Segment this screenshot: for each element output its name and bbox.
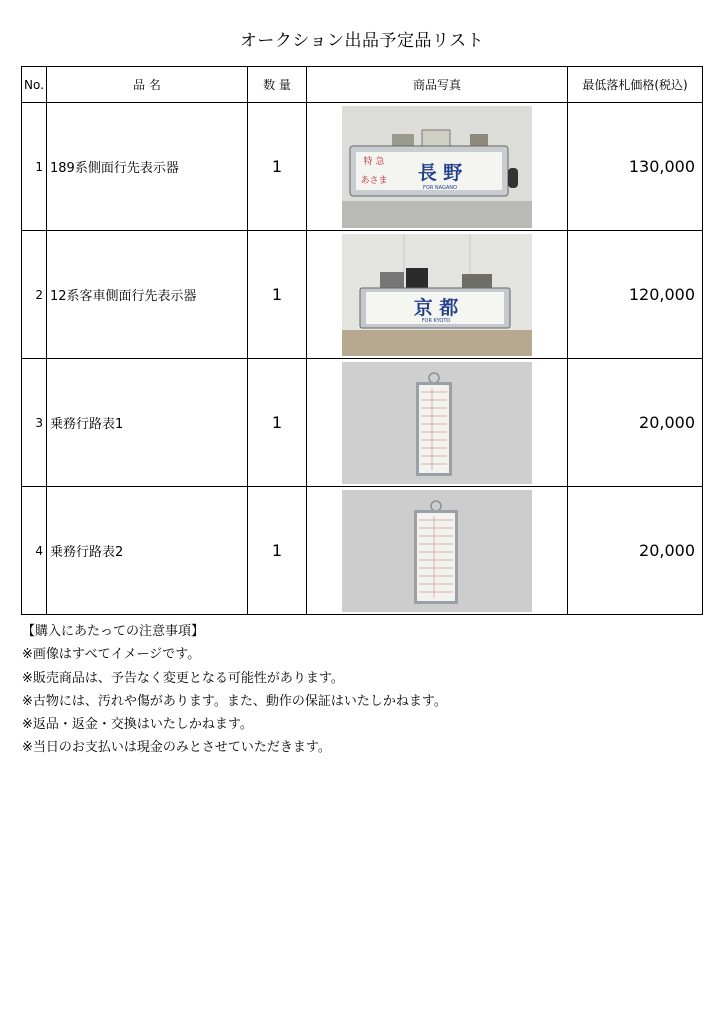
note-item: ※画像はすべてイメージです。 bbox=[22, 647, 201, 663]
header-name: 品 名 bbox=[47, 67, 248, 103]
item-photo bbox=[342, 234, 532, 356]
item-photo bbox=[342, 362, 532, 484]
notes-heading: 【購入にあたっての注意事項】 bbox=[22, 624, 205, 639]
sign-sub-text: FOR NAGANO bbox=[423, 184, 457, 191]
header-photo: 商品写真 bbox=[307, 67, 568, 103]
note-item: ※返品・返金・交換はいたしかねます。 bbox=[22, 717, 253, 733]
sign-sub-text: FOR KYOTO bbox=[421, 317, 451, 324]
sign-badge-bottom: あさま bbox=[360, 175, 388, 186]
item-name: 12系客車側面行先表示器 bbox=[47, 231, 248, 359]
table-row bbox=[22, 359, 703, 487]
sign-main-text: 京 都 bbox=[413, 296, 459, 319]
item-name: 189系側面行先表示器 bbox=[47, 103, 248, 231]
item-quantity: 1 bbox=[248, 103, 307, 231]
item-price: 120,000 bbox=[568, 231, 703, 359]
note-item: ※販売商品は、予告なく変更となる可能性があります。 bbox=[22, 670, 344, 686]
item-price: 20,000 bbox=[568, 487, 703, 615]
item-name: 乗務行路表2 bbox=[47, 487, 248, 615]
item-no: 1 bbox=[22, 103, 47, 231]
item-photo-cell bbox=[307, 487, 568, 615]
purchase-notes bbox=[22, 620, 447, 760]
item-no: 3 bbox=[22, 359, 47, 487]
auction-item-table bbox=[21, 66, 703, 615]
item-quantity: 1 bbox=[248, 231, 307, 359]
item-photo-cell bbox=[307, 231, 568, 359]
item-price: 20,000 bbox=[568, 359, 703, 487]
header-no: No. bbox=[22, 67, 47, 103]
item-price: 130,000 bbox=[568, 103, 703, 231]
note-item: ※古物には、汚れや傷があります。また、動作の保証はいたしかねます。 bbox=[22, 693, 447, 709]
item-no: 2 bbox=[22, 231, 47, 359]
item-photo bbox=[342, 490, 532, 612]
table-row bbox=[22, 103, 703, 231]
item-photo bbox=[342, 106, 532, 228]
item-quantity: 1 bbox=[248, 359, 307, 487]
item-no: 4 bbox=[22, 487, 47, 615]
table-row bbox=[22, 487, 703, 615]
header-price: 最低落札価格(税込) bbox=[568, 67, 703, 103]
table-header-row bbox=[22, 67, 703, 103]
sign-badge-top: 特 急 bbox=[363, 156, 385, 167]
note-item: ※当日のお支払いは現金のみとさせていただきます。 bbox=[22, 740, 331, 756]
item-name: 乗務行路表1 bbox=[47, 359, 248, 487]
item-photo-cell bbox=[307, 103, 568, 231]
item-photo-cell bbox=[307, 359, 568, 487]
item-quantity: 1 bbox=[248, 487, 307, 615]
page-title: オークション出品予定品リスト bbox=[239, 31, 485, 51]
header-qty: 数 量 bbox=[248, 67, 307, 103]
sign-main-text: 長 野 bbox=[417, 161, 463, 184]
table-row bbox=[22, 231, 703, 359]
